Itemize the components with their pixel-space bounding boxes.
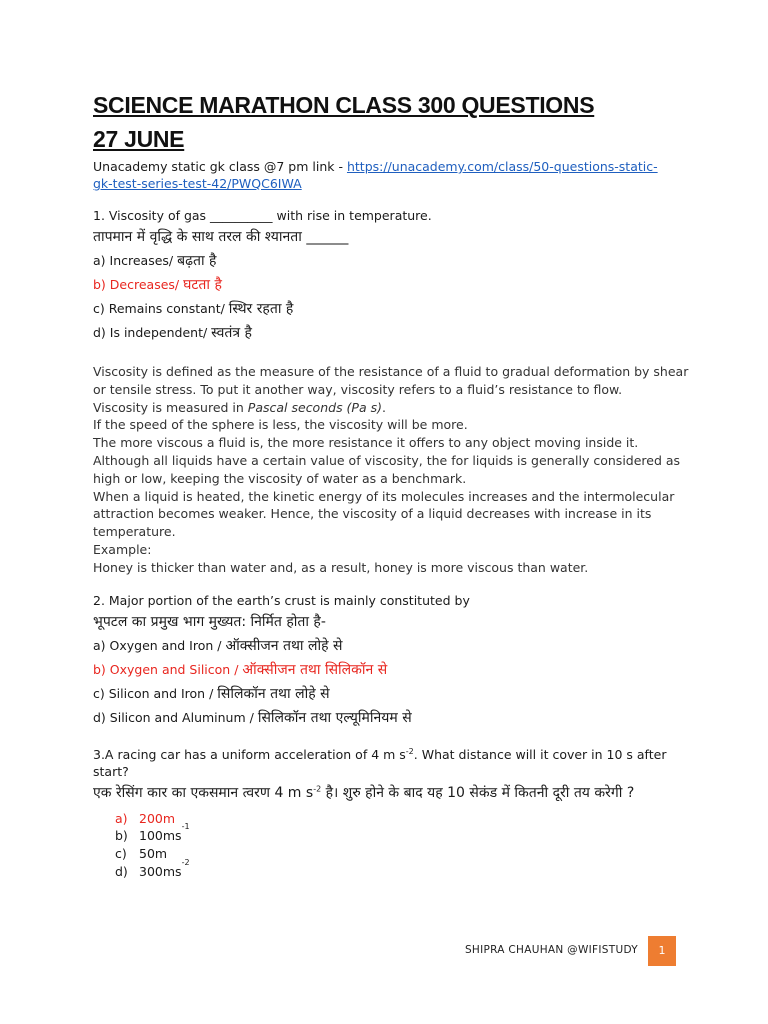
q3-hindi-a: एक रेसिंग कार का एकसमान त्वरण 4 m s: [93, 784, 314, 801]
question-2-hindi: भूपटल का प्रमुख भाग मुख्यत: निर्मित होता है-: [93, 613, 326, 630]
q1-option-a-hi: बढ़ता है: [177, 253, 217, 269]
q3-sup: -2: [405, 746, 414, 756]
class-link-part-1[interactable]: https://unacademy.com/class/50-questions-static-: [346, 159, 658, 174]
question-3-hindi: [93, 780, 693, 806]
q3-option-d-text: 300ms: [139, 863, 182, 879]
q1-option-c-hi: स्थिर रहता है: [228, 301, 294, 317]
expl-line-4: The more viscous a fluid is, the more resistance it offers to any object moving inside it.: [93, 435, 639, 451]
q3-option-d: [115, 857, 693, 881]
q1-option-a-en: a) Increases/: [93, 253, 178, 268]
q2-option-a-hi: ऑक्सीजन तथा लोहे से: [225, 637, 343, 654]
question-1-text: 1. Viscosity of gas __________ with rise in temperature.: [93, 208, 432, 223]
q3-option-b-letter: b): [115, 828, 128, 844]
q1-option-c: [93, 297, 693, 321]
question-3-text: [93, 746, 693, 780]
q3-option-a-answer: [115, 810, 693, 828]
question-2-text: 2. Major portion of the earth’s crust is mainly constituted by: [93, 592, 470, 608]
q3-option-d-sup: -2: [181, 857, 190, 867]
q3-hindi-sup: -2: [313, 783, 322, 793]
expl-line-2a: Viscosity is measured in: [93, 399, 248, 415]
q3-option-c-text: 50m: [139, 846, 168, 862]
intro-text: Unacademy static gk class @7 pm link -: [93, 159, 347, 174]
q3-option-c-letter: c): [115, 846, 127, 862]
q2-option-a: [93, 634, 693, 658]
q2-option-c-en: c) Silicon and Iron /: [93, 685, 218, 701]
title-line-2: 27 JUNE: [93, 126, 185, 152]
q3-hindi-b: है। शुरु होने के बाद यह 10 सेकंड में कितनी दूरी तय करेगी ?: [321, 784, 635, 801]
q1-option-b-en: b) Decreases/: [93, 277, 184, 292]
q2-option-c-hi: सिलिकॉन तथा लोहे से: [217, 685, 330, 702]
question-2: [93, 592, 693, 730]
q3-option-a-text: 200m: [139, 810, 176, 826]
expl-line-7: Example:: [93, 541, 152, 557]
q2-option-b-answer: [93, 658, 693, 682]
q2-option-b-hi: ऑक्सीजन तथा सिलिकॉन से: [242, 661, 388, 678]
question-1-hindi: तापमान में वृद्धि के साथ तरल की श्यानता ______: [93, 229, 349, 245]
footer-author: SHIPRA CHAUHAN @WIFISTUDY: [464, 944, 638, 956]
q3-option-b-sup: -1: [181, 822, 190, 832]
q1-option-d-hi: स्वतंत्र है: [211, 325, 252, 341]
q3-options: [115, 810, 693, 881]
q3-text-b: . What distance will it cover in 10 s after start?: [93, 746, 667, 779]
expl-line-5: Although all liquids have a certain value of viscosity, the for liquids is generally considered as high or low, keeping the viscosity of water as a benchmark.: [93, 452, 681, 486]
q2-option-d-en: d) Silicon and Aluminum /: [93, 709, 258, 725]
expl-line-3: If the speed of the sphere is less, the viscosity will be more.: [93, 417, 468, 433]
q3-option-b-text: 100ms: [139, 828, 182, 844]
q2-option-b-en: b) Oxygen and Silicon /: [93, 661, 243, 677]
q3-option-c: [115, 845, 693, 863]
document-page: [93, 88, 693, 881]
expl-line-6: When a liquid is heated, the kinetic energy of its molecules increases and the intermolecular attraction becomes weaker. Hence, the viscosity of a liquid decreases with increase in its temperature.: [93, 488, 675, 540]
q1-option-d-en: d) Is independent/: [93, 325, 212, 340]
q1-option-b-answer: [93, 273, 693, 297]
q1-option-b-hi: घटता है: [183, 277, 222, 293]
class-link-part-2[interactable]: gk-test-series-test-42/PWQC6IWA: [93, 176, 302, 191]
q1-option-a: [93, 249, 693, 273]
q2-option-a-en: a) Oxygen and Iron /: [93, 637, 226, 653]
q2-option-d: [93, 706, 693, 730]
expl-unit: Pascal seconds (Pa s): [247, 399, 382, 415]
page-footer: [0, 936, 768, 966]
question-1: [93, 207, 693, 345]
q3-option-b: [115, 822, 693, 845]
page-number-badge: 1: [648, 936, 676, 966]
expl-line-8: Honey is thicker than water and, as a result, honey is more viscous than water.: [93, 559, 589, 575]
q1-option-d: [93, 321, 693, 345]
q2-option-c: [93, 682, 693, 706]
expl-line-2c: .: [382, 399, 386, 415]
q3-option-d-letter: d): [115, 863, 128, 879]
q1-explanation: [93, 363, 693, 577]
page-title: [93, 88, 693, 156]
q3-text-a: 3.A racing car has a uniform acceleration of 4 m s: [93, 746, 406, 762]
expl-line-1: Viscosity is defined as the measure of the resistance of a fluid to gradual deformation by shear or tensile stress. To put it another way, viscosity refers to a fluid’s resistance to flow.: [93, 364, 689, 397]
q1-option-c-en: c) Remains constant/: [93, 301, 229, 316]
question-3: [93, 746, 693, 881]
q2-option-d-hi: सिलिकॉन तथा एल्यूमिनियम से: [257, 709, 412, 726]
intro-line: [93, 158, 693, 192]
expl-line-2: [93, 399, 693, 417]
q3-option-a-letter: a): [115, 810, 128, 826]
title-line-1: SCIENCE MARATHON CLASS 300 QUESTIONS: [93, 92, 595, 118]
